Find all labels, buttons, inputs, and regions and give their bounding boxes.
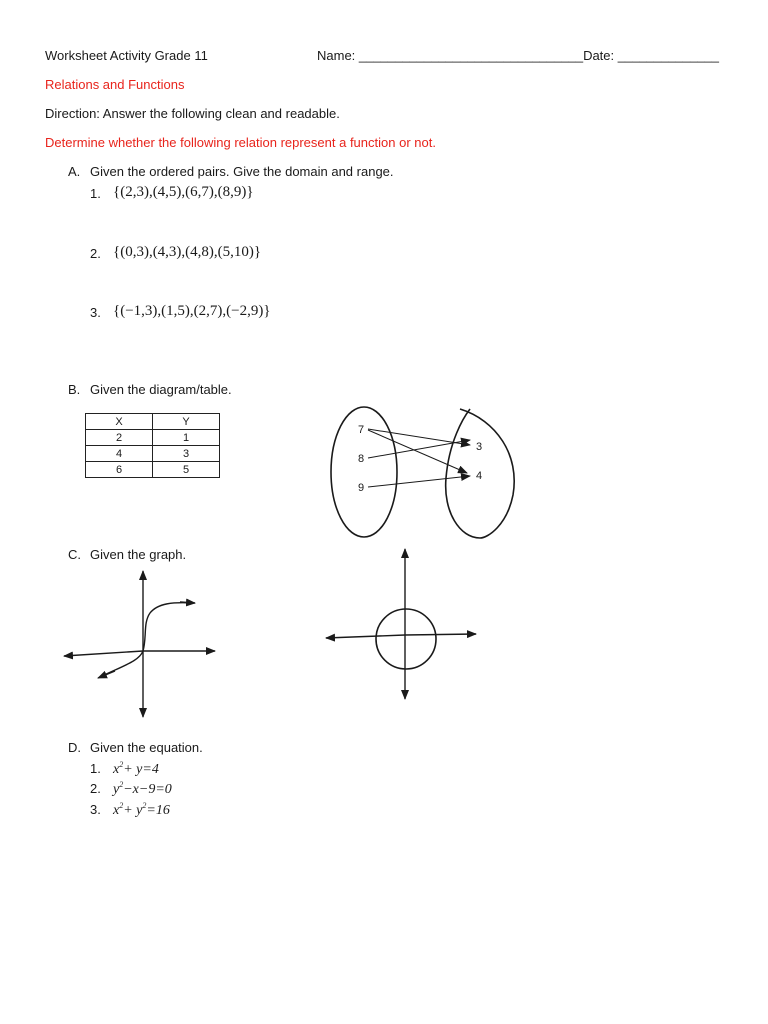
- range-element-4: 4: [476, 470, 483, 482]
- section-d-heading: Given the equation.: [90, 740, 203, 755]
- curve-arrow-left: [98, 671, 115, 678]
- table-cell: 2: [86, 430, 153, 446]
- table-cell: 4: [86, 446, 153, 462]
- arrow-8-to-3: [368, 440, 470, 458]
- arrow-9-to-4: [368, 476, 470, 487]
- a-item-2-number: 2.: [90, 246, 101, 261]
- graph-cubic-root: [55, 565, 225, 725]
- section-b-heading: Given the diagram/table.: [90, 382, 232, 397]
- curve-arrow-right: [180, 602, 195, 603]
- table-cell: 6: [86, 462, 153, 478]
- topic-heading: Relations and Functions: [45, 77, 185, 92]
- table-row: [86, 462, 220, 478]
- table-header-y: Y: [153, 414, 220, 430]
- circle-curve: [376, 609, 436, 669]
- direction-text: Direction: Answer the following clean and readable.: [45, 106, 340, 121]
- name-label: Name:: [317, 48, 356, 63]
- domain-element-7: 7: [358, 424, 365, 436]
- a-item-1-number: 1.: [90, 186, 101, 201]
- a-item-2-expression: {(0,3),(4,3),(4,8),(5,10)}: [113, 244, 262, 260]
- table-cell: 5: [153, 462, 220, 478]
- x-axis-right: [405, 634, 476, 635]
- x-axis-left: [64, 651, 143, 656]
- section-d-letter: D.: [68, 740, 81, 755]
- section-a-letter: A.: [68, 164, 81, 179]
- d-item-3-number: 3.: [90, 802, 101, 817]
- d-item-1-number: 1.: [90, 761, 101, 776]
- worksheet-title: Worksheet Activity Grade 11: [45, 48, 208, 63]
- domain-element-9: 9: [358, 482, 365, 494]
- range-element-3: 3: [476, 441, 483, 453]
- d-item-2-number: 2.: [90, 781, 101, 796]
- table-header-x: X: [86, 414, 153, 430]
- table-cell: 3: [153, 446, 220, 462]
- cubic-curve: [100, 603, 193, 677]
- name-field[interactable]: [317, 48, 719, 64]
- mapping-diagram: [320, 400, 530, 545]
- section-b-letter: B.: [68, 382, 81, 397]
- date-label: Date:: [583, 48, 615, 63]
- xy-table: [85, 413, 220, 478]
- table-cell: 1: [153, 430, 220, 446]
- section-c-heading: Given the graph.: [90, 547, 187, 562]
- table-row: [86, 446, 220, 462]
- d-item-3-equation: $x^2+ y^2=16$: [113, 801, 170, 818]
- d-item-1-equation: $x^2+ y=4$: [113, 760, 159, 777]
- domain-element-8: 8: [358, 453, 365, 465]
- name-blank: _______________________________: [358, 48, 584, 63]
- section-a-heading: Given the ordered pairs. Give the domain and range.: [90, 164, 394, 179]
- a-item-3-expression: {(−1,3),(1,5),(2,7),(−2,9)}: [113, 303, 271, 319]
- instruction-text: Determine whether the following relation represent a function or not.: [45, 135, 436, 150]
- table-row: [86, 430, 220, 446]
- date-blank: ______________: [617, 48, 719, 63]
- table-header-row: [86, 414, 220, 430]
- a-item-3-number: 3.: [90, 305, 101, 320]
- graph-circle: [318, 545, 488, 705]
- a-item-1-expression: {(2,3),(4,5),(6,7),(8,9)}: [113, 184, 254, 200]
- x-axis-left: [326, 635, 405, 638]
- section-c-letter: C.: [68, 547, 81, 562]
- d-item-2-equation: $y^2-x-9=0$: [113, 780, 172, 797]
